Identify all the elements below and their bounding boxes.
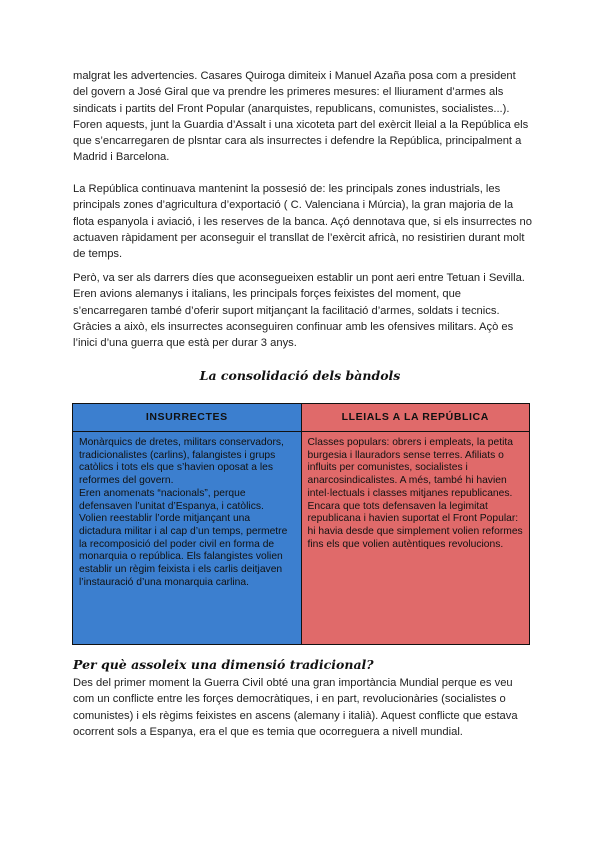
- paragraph-air-bridge: Però, va ser als darrers díes que aconsegueixen establir un pont aeri entre Tetuan i Sevilla. Eren avions alemanys i italians, les principals forçes feixistes del moment, que s’encarregaren també d’oferir suport mitjançant la facilitació d’armes, soldats i tecnics. Gràcies a això, els insurrectes aconseguiren confinuar amb les ofensives militars. Açò es l’inici d’una guerra que està per durar 3 anys.: [73, 272, 525, 350]
- paragraph-international: Des del primer moment la Guerra Civil obté una gran importància Mundial perque es veu com un conflicte entre les forçes democràtiques, i en part, revolucionàries (socialistes o comunistes) i els règims feixistes en ascens (alemany i italià). Aquest conflicte que estava ocorrent sols a Espanya, era el que es temia que ocorreguera a nivell mundial.: [73, 677, 518, 738]
- sides-comparison-table: [72, 403, 530, 645]
- paragraph-republic-holdings: La República continuava mantenint la possesió de: les principals zones industrials, les principals zones d’agricultura d’exportació ( C. Valenciana i Múrcia), la gran majoria de la flota espanyola i aviació, i les reserves de la banca. Açó dennotava que, si els insurrectes no actuaven ràpidament per aconseguir el transllat de l’exèrcit africà, no resistirien durant molt de temps.: [73, 183, 532, 261]
- insurgents-column: [73, 404, 302, 644]
- paragraph-intro: malgrat les advertencies. Casares Quiroga dimiteix i Manuel Azaña posa com a president del govern a José Giral que va prendre les primeres mesures: el lliurament d’armes als sindicats i partits del Front Popular (anarquistes, republicans, comunistes, socialistes...). Foren aquests, junt la Guardia d’Assalt i una xicoteta part del exèrcit lleial a la República els que s’encarregaren de plsntar cara als insurrectes i defendre la República, principalment a Madrid i Barcelona.: [73, 70, 529, 164]
- loyalists-body: [302, 432, 530, 555]
- subheading-dimension: Per què assoleix una dimensió tradicional?: [73, 657, 374, 672]
- insurgents-header: INSURRECTES: [73, 404, 301, 432]
- loyalists-line: Classes populars: obrers i empleats, la petita burgesia i llauradors sense terres. Afiliats o influits per comunistes, socialistes i anarcosindicalistes. A més, també hi havien intel·lectuals i classes mitjanes republicanes. Encara que tots defensaven la legimitat republicana i havien suportat el Front Popular: hi havia desde que simplement volien reformes fins els que volien autèntiques revolucions.: [307, 437, 523, 550]
- loyalists-column: [302, 404, 530, 644]
- insurgents-line: Eren anomenats “nacionals”, perque defensaven l’unitat d’Espanya, i catòlics.: [79, 487, 264, 512]
- section-title: La consolidació dels bàndols: [199, 368, 401, 383]
- loyalists-header: LLEIALS A LA REPÚBLICA: [302, 404, 530, 432]
- insurgents-line: Monàrquics de dretes, militars conservadors, tradicionalistes (carlins), falangistes i grups catòlics i tots els que s’havien oposat a les reformes del govern.: [79, 437, 284, 487]
- insurgents-body: [73, 432, 301, 593]
- insurgents-line: Volien reestablir l’orde mitjançant una dictadura militar i al cap d’un temps, permetre la recomposició del poder civil en forma de monarquia o república. Els falangistes volien establir un règim feixista i els carlis deitjaven l’instauració d’una monarquia carlina.: [79, 513, 288, 588]
